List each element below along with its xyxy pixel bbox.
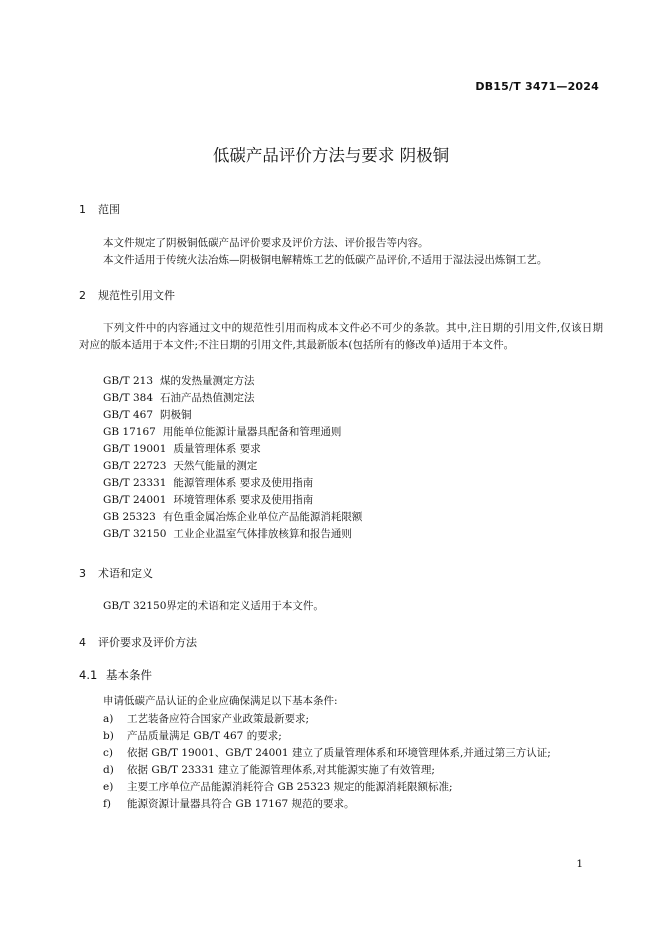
reference-title: 阴极铜 bbox=[160, 409, 192, 421]
reference-title: 能源管理体系 要求及使用指南 bbox=[173, 477, 314, 489]
section-2-intro: 下列文件中的内容通过文中的规范性引用而构成本文件必不可少的条款。其中,注日期的引用文件,仅该日期对应的版本适用于本文件;不注日期的引用文件,其最新版本(包括所有的修改单)适用于本文件。 bbox=[79, 322, 603, 351]
reference-code: GB/T 19001 bbox=[103, 443, 167, 455]
reference-title: 天然气能量的测定 bbox=[173, 460, 258, 472]
list-text: 产品质量满足 GB/T 467 的要求; bbox=[127, 730, 282, 742]
list-marker: f) bbox=[103, 798, 111, 810]
reference-code: GB/T 23331 bbox=[103, 477, 167, 489]
reference-title: 质量管理体系 要求 bbox=[173, 443, 261, 455]
reference-code: GB/T 22723 bbox=[103, 460, 167, 472]
reference-title: 有色重金属冶炼企业单位产品能源消耗限额 bbox=[162, 511, 363, 523]
section-3-paragraph: GB/T 32150界定的术语和定义适用于本文件。 bbox=[103, 600, 324, 612]
subsection-4-1-intro: 申请低碳产品认证的企业应确保满足以下基本条件: bbox=[103, 695, 338, 707]
reference-item bbox=[103, 458, 257, 473]
list-text: 主要工序单位产品能源消耗符合 GB 25323 规定的能源消耗限额标准; bbox=[127, 781, 453, 793]
section-title: 评价要求及评价方法 bbox=[98, 636, 197, 649]
section-1-paragraph-1: 本文件规定了阴极铜低碳产品评价要求及评价方法、评价报告等内容。 bbox=[103, 237, 429, 249]
reference-item bbox=[103, 373, 255, 388]
list-item bbox=[103, 728, 282, 743]
reference-code: GB/T 467 bbox=[103, 409, 154, 421]
reference-code: GB/T 213 bbox=[103, 375, 154, 387]
reference-code: GB/T 384 bbox=[103, 392, 154, 404]
subsection-title: 基本条件 bbox=[106, 668, 152, 682]
section-title: 规范性引用文件 bbox=[98, 289, 175, 302]
list-marker: b) bbox=[103, 730, 114, 742]
list-item bbox=[103, 762, 435, 777]
list-item bbox=[103, 779, 453, 794]
list-marker: c) bbox=[103, 747, 113, 759]
reference-title: 石油产品热值测定法 bbox=[160, 392, 255, 404]
list-text: 工艺装备应符合国家产业政策最新要求; bbox=[127, 713, 310, 725]
section-2-heading bbox=[79, 287, 175, 303]
section-number: 2 bbox=[79, 289, 86, 302]
section-title: 范围 bbox=[98, 203, 120, 216]
reference-title: 煤的发热量测定方法 bbox=[160, 375, 255, 387]
list-text: 依据 GB/T 23331 建立了能源管理体系,对其能源实施了有效管理; bbox=[127, 764, 435, 776]
list-text: 能源资源计量器具符合 GB 17167 规范的要求。 bbox=[127, 798, 355, 810]
list-marker: e) bbox=[103, 781, 114, 793]
reference-title: 工业企业温室气体排放核算和报告通则 bbox=[173, 528, 352, 540]
reference-title: 环境管理体系 要求及使用指南 bbox=[173, 494, 314, 506]
subsection-number: 4.1 bbox=[79, 668, 98, 682]
section-number: 1 bbox=[79, 203, 86, 216]
reference-item bbox=[103, 390, 255, 405]
reference-code: GB/T 24001 bbox=[103, 494, 167, 506]
reference-item bbox=[103, 475, 313, 490]
subsection-4-1-heading bbox=[79, 667, 152, 683]
list-item bbox=[103, 711, 309, 726]
reference-code: GB 25323 bbox=[103, 511, 156, 523]
reference-item bbox=[103, 492, 313, 507]
list-item bbox=[103, 745, 551, 760]
document-title: 低碳产品评价方法与要求 阴极铜 bbox=[212, 146, 450, 165]
reference-item bbox=[103, 441, 261, 456]
section-number: 3 bbox=[79, 567, 86, 580]
section-title: 术语和定义 bbox=[98, 567, 153, 580]
section-4-heading bbox=[79, 634, 197, 650]
list-text: 依据 GB/T 19001、GB/T 24001 建立了质量管理体系和环境管理体系,并通过第三方认证; bbox=[127, 747, 551, 759]
section-number: 4 bbox=[79, 636, 86, 649]
section-1-heading bbox=[79, 201, 120, 217]
reference-item bbox=[103, 509, 362, 524]
section-1-paragraph-2: 本文件适用于传统火法冶炼—阴极铜电解精炼工艺的低碳产品评价,不适用于湿法浸出炼铜工艺。 bbox=[103, 254, 548, 266]
standard-number: DB15/T 3471—2024 bbox=[475, 80, 599, 93]
reference-item bbox=[103, 526, 352, 541]
reference-item bbox=[103, 424, 341, 439]
list-item bbox=[103, 796, 355, 811]
list-marker: a) bbox=[103, 713, 114, 725]
reference-code: GB/T 32150 bbox=[103, 528, 167, 540]
page-number: 1 bbox=[576, 858, 583, 870]
reference-code: GB 17167 bbox=[103, 426, 156, 438]
reference-item bbox=[103, 407, 192, 422]
section-3-heading bbox=[79, 565, 153, 581]
reference-title: 用能单位能源计量器具配备和管理通则 bbox=[162, 426, 342, 438]
list-marker: d) bbox=[103, 764, 114, 776]
